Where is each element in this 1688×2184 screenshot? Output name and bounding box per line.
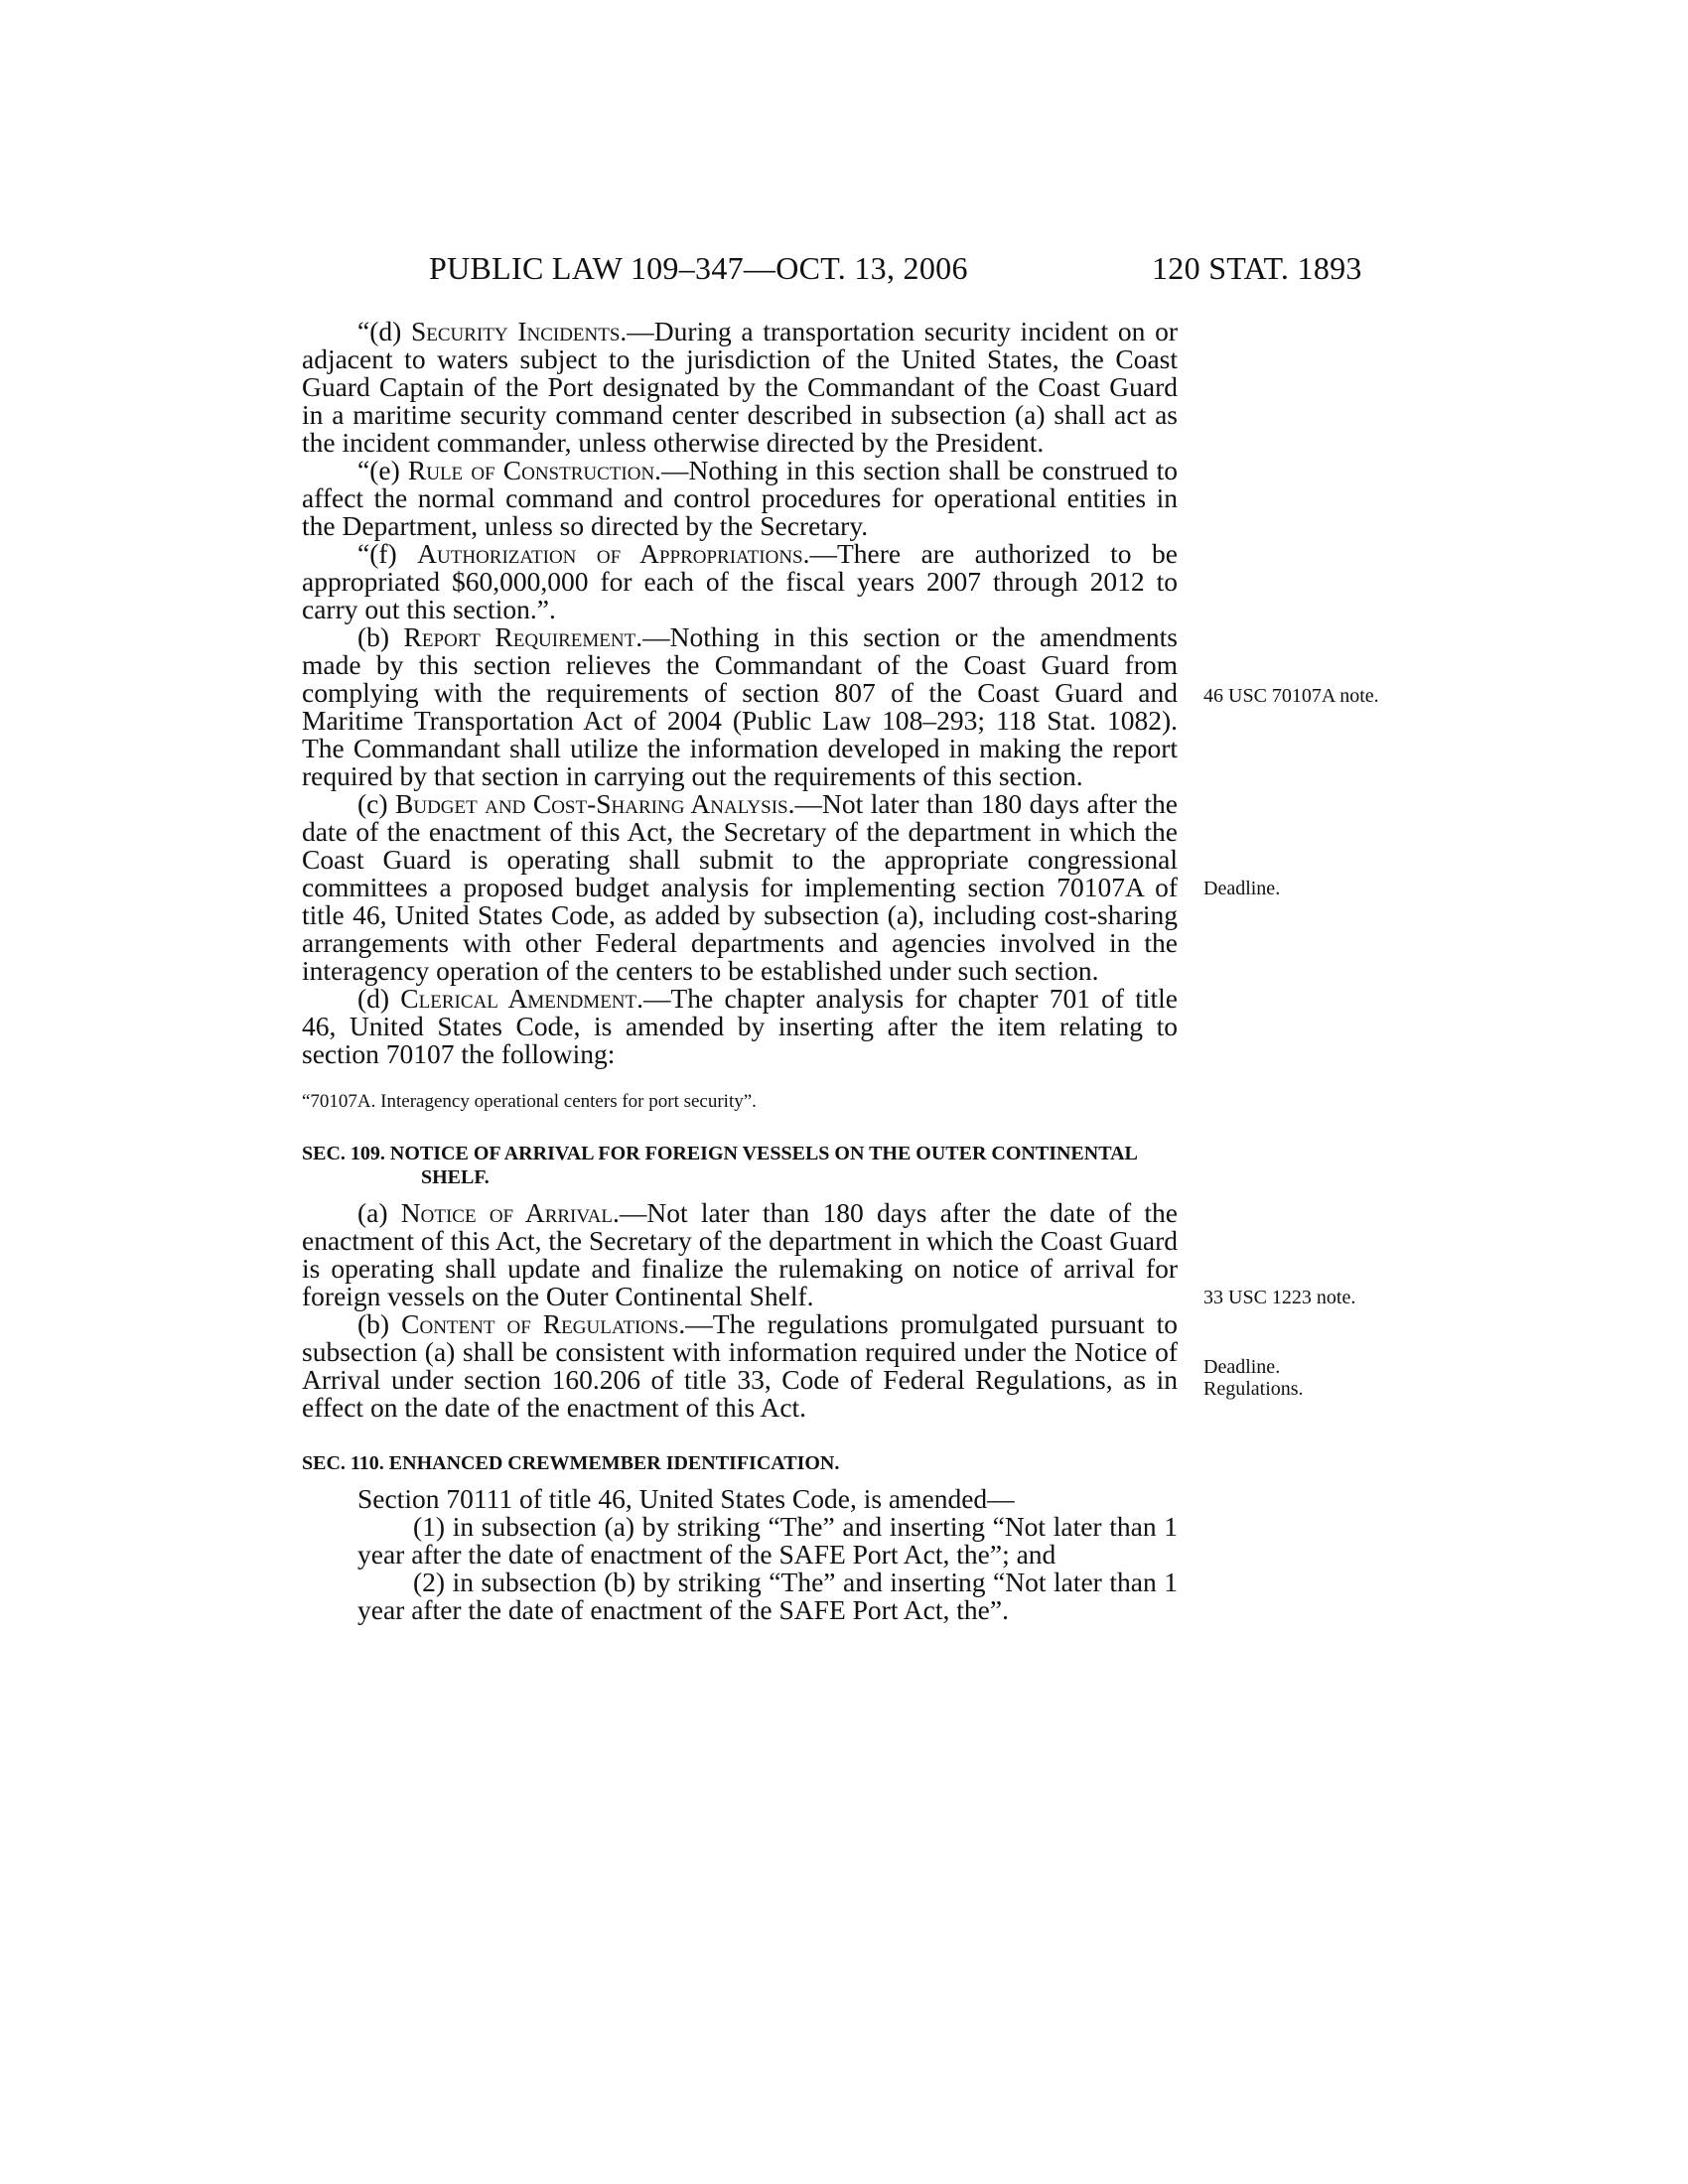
- section-110-intro: Section 70111 of title 46, United States Code, is amended—: [357, 1483, 1015, 1514]
- paragraph-notice-of-arrival: [302, 1199, 1178, 1310]
- paragraph-authorization: [302, 540, 1178, 623]
- paragraph-caption: Security Incidents.: [410, 316, 628, 346]
- paragraph-body: —Not later than 180 days after the date of the enactment of this Act, the Secretary of the department in which the Coast Guard is operating shall submit to the appropriate congressional committees a proposed budget analysis for implementing section 70107A of title 46, United States Code, as added by subsection (a), including cost-sharing arrangements with other Federal departments and agencies involved in the interagency operation of the centers to be established under such section.: [302, 788, 1178, 986]
- running-header-stat: 120 STAT. 1893: [1152, 250, 1362, 286]
- paragraph-caption: Clerical Amendment.: [400, 983, 643, 1014]
- paragraph-designator: “(e): [357, 455, 408, 485]
- section-heading-109: SEC. 109. NOTICE OF ARRIVAL FOR FOREIGN VESSELS ON THE OUTER CONTINENTAL SHELF.: [302, 1143, 1137, 1188]
- paragraph-security-incidents: [302, 318, 1178, 457]
- paragraph-designator: (d): [357, 983, 401, 1014]
- paragraph-body: —Nothing in this section shall be construed to affect the normal command and control procedures for operational entities in the Department, unless so directed by the Secretary.: [302, 455, 1178, 541]
- paragraph-caption: Content of Regulations.: [401, 1308, 686, 1339]
- margin-note-usc-1223: 33 USC 1223 note.: [1203, 1287, 1356, 1308]
- paragraph-clerical-amendment: [302, 985, 1178, 1068]
- paragraph-designator: (c): [357, 788, 396, 819]
- running-header-title: PUBLIC LAW 109–347—OCT. 13, 2006: [429, 250, 968, 286]
- paragraph-body: —During a transportation security incident on or adjacent to waters subject to the jurisdiction of the United States, the Coast Guard Captain of the Port designated by the Commandant of the Coast Guard in a maritime security command center described in subsection (a) shall act as the incident commander, unless otherwise directed by the President.: [302, 316, 1178, 458]
- margin-note-deadline-regulations: Deadline. Regulations.: [1203, 1356, 1304, 1400]
- paragraph-body: —Nothing in this section or the amendments made by this section relieves the Commandant of the Coast Guard from complying with the requirements of section 807 of the Coast Guard and Maritime Transportation Act of 2004 (Public Law 108–293; 118 Stat. 1082). The Commandant shall utilize the information developed in making the report required by that section in carrying out the requirements of this section.: [302, 621, 1178, 791]
- margin-note-deadline: Deadline.: [1203, 878, 1281, 899]
- paragraph-caption: Report Requirement.: [403, 621, 643, 652]
- paragraph-body: —The regulations promulgated pursuant to subsection (a) shall be consistent with information required under the Notice of Arrival under section 160.206 of title 33, Code of Federal Regulations, as in effect on the date of the enactment of this Act.: [302, 1308, 1178, 1423]
- paragraph-body: —There are authorized to be appropriated $60,000,000 for each of the fiscal years 2007 through 2012 to carry out this section.”.: [302, 538, 1178, 624]
- paragraph-designator: (a): [357, 1197, 401, 1228]
- paragraph-designator: “(d): [357, 316, 411, 346]
- paragraph-caption: Budget and Cost-Sharing Analysis.: [395, 788, 795, 819]
- paragraph-budget-analysis: [302, 790, 1178, 985]
- paragraph-designator: (b): [357, 1308, 402, 1339]
- paragraph-body: —Not later than 180 days after the date of the enactment of this Act, the Secretary of the department in which the Coast Guard is operating shall update and finalize the rulemaking on notice of arrival for foreign vessels on the Outer Continental Shelf.: [302, 1197, 1178, 1311]
- chapter-analysis-item: “70107A. Interagency operational centers for port security”.: [302, 1091, 757, 1112]
- paragraph-rule-of-construction: [302, 457, 1178, 540]
- paragraph-designator: “(f): [357, 538, 418, 569]
- paragraph-report-requirement: [302, 623, 1178, 790]
- paragraph-designator: (b): [357, 621, 404, 652]
- paragraph-caption: Notice of Arrival.: [400, 1197, 620, 1228]
- body-text: [302, 318, 1178, 1624]
- paragraph-content-of-regulations: [302, 1310, 1178, 1422]
- paragraph-caption: Rule of Construction.: [407, 455, 662, 485]
- paragraph-body: —The chapter analysis for chapter 701 of title 46, United States Code, is amended by inserting after the item relating to section 70107 the following:: [302, 983, 1178, 1069]
- section-heading-110: SEC. 110. ENHANCED CREWMEMBER IDENTIFICATION.: [302, 1452, 840, 1474]
- margin-note-usc-70107a: 46 USC 70107A note.: [1203, 685, 1379, 707]
- section-110-item-1: (1) in subsection (a) by striking “The” and inserting “Not later than 1 year after the date of enactment of the SAFE Port Act, the”; and: [357, 1511, 1178, 1570]
- paragraph-caption: Authorization of Appropriations.: [417, 538, 810, 569]
- section-110-item-2: (2) in subsection (b) by striking “The” and inserting “Not later than 1 year after the date of enactment of the SAFE Port Act, the”.: [357, 1567, 1178, 1625]
